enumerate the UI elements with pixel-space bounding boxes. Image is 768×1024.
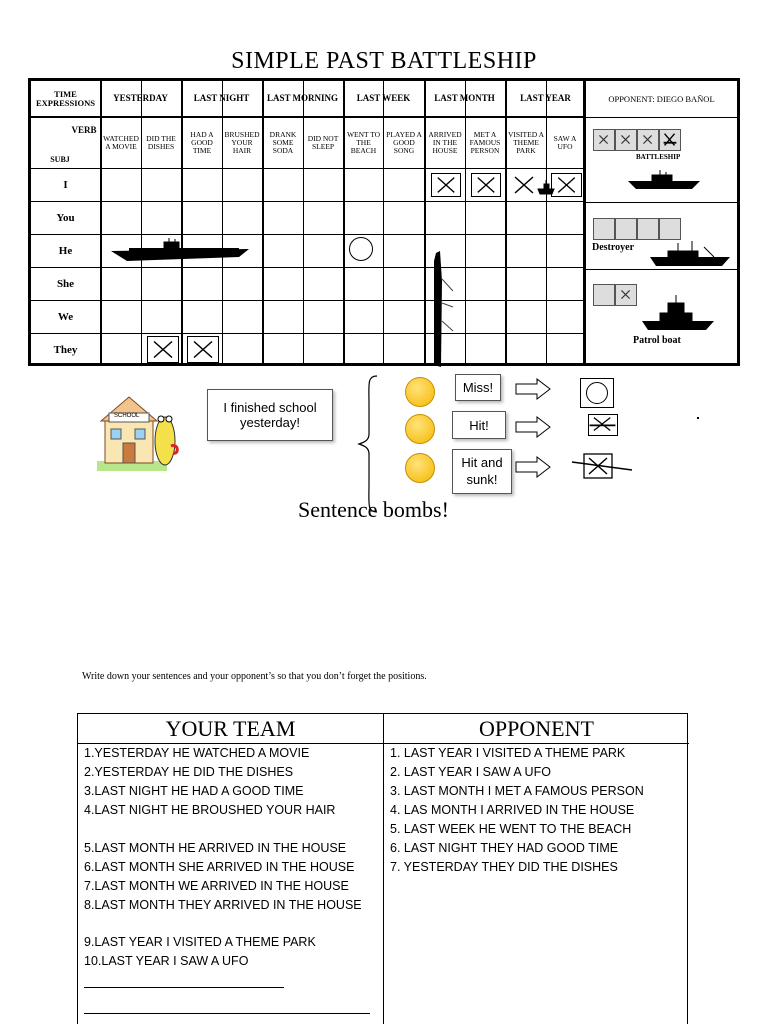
time-header: LAST MORNING [266, 93, 339, 103]
neutral-emoji-icon [405, 414, 435, 444]
your-team-line: 7.LAST MONTH WE ARRIVED IN THE HOUSE [84, 879, 349, 893]
battleship-square [659, 129, 681, 151]
opponent-column [384, 714, 689, 1024]
aircraft-carrier-icon [109, 237, 251, 265]
your-team-line: 3.LAST NIGHT HE HAD A GOOD TIME [84, 784, 304, 798]
subject-label: We [57, 310, 74, 323]
opponent-line: 2. LAST YEAR I SAW A UFO [390, 765, 551, 779]
patrol-boat-label: Patrol boat [633, 335, 681, 346]
your-team-line: 1.YESTERDAY HE WATCHED A MOVIE [84, 746, 310, 760]
laughing-emoji-icon [405, 377, 435, 407]
blank-line[interactable] [84, 1013, 370, 1014]
arrow-right-icon [515, 416, 551, 438]
hit-mark-icon[interactable] [551, 173, 582, 197]
destroyer-square [593, 218, 615, 240]
subj-label: SUBJ [50, 154, 70, 164]
verb-header: ARRIVED IN THE HOUSE [428, 130, 462, 155]
subject-label: They [53, 343, 78, 356]
page-title: SIMPLE PAST BATTLESHIP [231, 48, 537, 74]
opponent-line: 5. LAST WEEK HE WENT TO THE BEACH [390, 822, 632, 836]
miss-target-icon [580, 378, 614, 408]
grid-line [31, 333, 583, 334]
verb-header: HAD A GOOD TIME [190, 130, 214, 155]
destroyer-square [659, 218, 681, 240]
verb-header: DID THE DISHES [146, 134, 176, 151]
opponent-heading: OPPONENT [384, 714, 689, 744]
your-team-line: 4.LAST NIGHT HE BROUSHED YOUR HAIR [84, 803, 336, 817]
sentence-bombs-title: Sentence bombs! [298, 497, 449, 522]
battleship-square [615, 129, 637, 151]
sunk-target-icon [570, 452, 634, 480]
destroyer-label: Destroyer [592, 242, 635, 253]
battleship-icon [626, 167, 702, 191]
verb-header: WATCHED A MOVIE [103, 134, 139, 151]
hit-target-icon [588, 414, 618, 436]
crying-emoji-icon [405, 453, 435, 483]
hit-mark-icon[interactable] [471, 173, 501, 197]
brace-icon [357, 374, 381, 514]
verb-header: VISITED A THEME PARK [507, 130, 545, 155]
your-team-line: 2.YESTERDAY HE DID THE DISHES [84, 765, 294, 779]
destroyer-icon [648, 239, 732, 269]
corner-header: TIME EXPRESSIONS [35, 88, 96, 108]
your-team-line: 6.LAST MONTH SHE ARRIVED IN THE HOUSE [84, 860, 355, 874]
grid-line [31, 267, 583, 268]
verb-header: DID NOT SLEEP [307, 134, 339, 151]
opponent-line: 4. LAS MONTH I ARRIVED IN THE HOUSE [390, 803, 635, 817]
miss-bubble: Miss! [455, 374, 501, 401]
hit-mark-icon[interactable] [509, 173, 539, 197]
battleship-square [593, 129, 615, 151]
hit-bubble: Hit! [452, 411, 506, 439]
hit-mark-icon[interactable] [431, 173, 461, 197]
answer-table [77, 713, 688, 1024]
time-header: LAST WEEK [356, 93, 411, 103]
subject-label: I [63, 178, 68, 191]
time-header: YESTERDAY [113, 93, 168, 103]
battleship-grid [28, 78, 586, 366]
your-team-heading: YOUR TEAM [78, 714, 383, 744]
subject-label: She [56, 277, 75, 290]
verb-header: WENT TO THE BEACH [346, 130, 381, 155]
opponent-line: 7. YESTERDAY THEY DID THE DISHES [390, 860, 618, 874]
speech-bubble: I finished school yesterday! [207, 389, 333, 441]
hit-sunk-bubble: Hit and sunk! [452, 449, 512, 494]
destroyer-square [615, 218, 637, 240]
grid-line [31, 300, 583, 301]
patrol-square [593, 284, 615, 306]
verb-header: MET A FAMOUS PERSON [469, 130, 501, 155]
opponent-panel [586, 78, 740, 366]
opponent-line: 6. LAST NIGHT THEY HAD GOOD TIME [390, 841, 619, 855]
instructions: Write down your sentences and your opponent’s so that you don’t forget the positions. [82, 671, 427, 682]
your-team-line: 9.LAST YEAR I VISITED A THEME PARK [84, 935, 316, 949]
grid-line [31, 201, 583, 202]
subject-label: He [58, 244, 73, 257]
time-header: LAST NIGHT [193, 93, 250, 103]
time-header: LAST MONTH [434, 93, 495, 103]
hit-mark-icon[interactable] [147, 336, 179, 363]
verb-header: PLAYED A GOOD SONG [386, 130, 422, 155]
your-team-line: 8.LAST MONTH THEY ARRIVED IN THE HOUSE [84, 898, 362, 912]
divider [586, 269, 737, 270]
blank-line[interactable] [84, 987, 284, 988]
battleship-square [637, 129, 659, 151]
dot [697, 417, 699, 419]
opponent-line: 1. LAST YEAR I VISITED A THEME PARK [390, 746, 626, 760]
vertical-ship-icon [431, 251, 457, 369]
patrol-boat-icon [640, 293, 716, 333]
opponent-title: OPPONENT: DIEGO BAÑOL [586, 81, 737, 118]
verb-header: DRANK SOME SODA [269, 130, 297, 155]
school-sign: SCHOOL [114, 413, 140, 419]
opponent-line: 3. LAST MONTH I MET A FAMOUS PERSON [390, 784, 644, 798]
destroyer-square [637, 218, 659, 240]
your-team-line: 5.LAST MONTH HE ARRIVED IN THE HOUSE [84, 841, 347, 855]
subject-label: You [56, 211, 75, 224]
verb-label: VERB [71, 125, 97, 136]
school-illustration [95, 391, 185, 473]
hit-mark-icon[interactable] [187, 336, 219, 363]
verb-header: BRUSHED YOUR HAIR [224, 130, 260, 155]
battleship-label: BATTLESHIP [636, 153, 681, 161]
miss-mark-icon[interactable] [349, 237, 373, 261]
ship-icon [537, 179, 555, 195]
grid-line [31, 234, 583, 235]
time-header: LAST YEAR [520, 93, 571, 103]
your-team-line: 10.LAST YEAR I SAW A UFO [84, 954, 249, 968]
your-team-column [78, 714, 383, 1024]
divider [586, 202, 737, 203]
verb-header: SAW A UFO [553, 134, 577, 151]
patrol-square [615, 284, 637, 306]
arrow-right-icon [515, 456, 551, 478]
grid-line [383, 81, 384, 363]
arrow-right-icon [515, 378, 551, 400]
